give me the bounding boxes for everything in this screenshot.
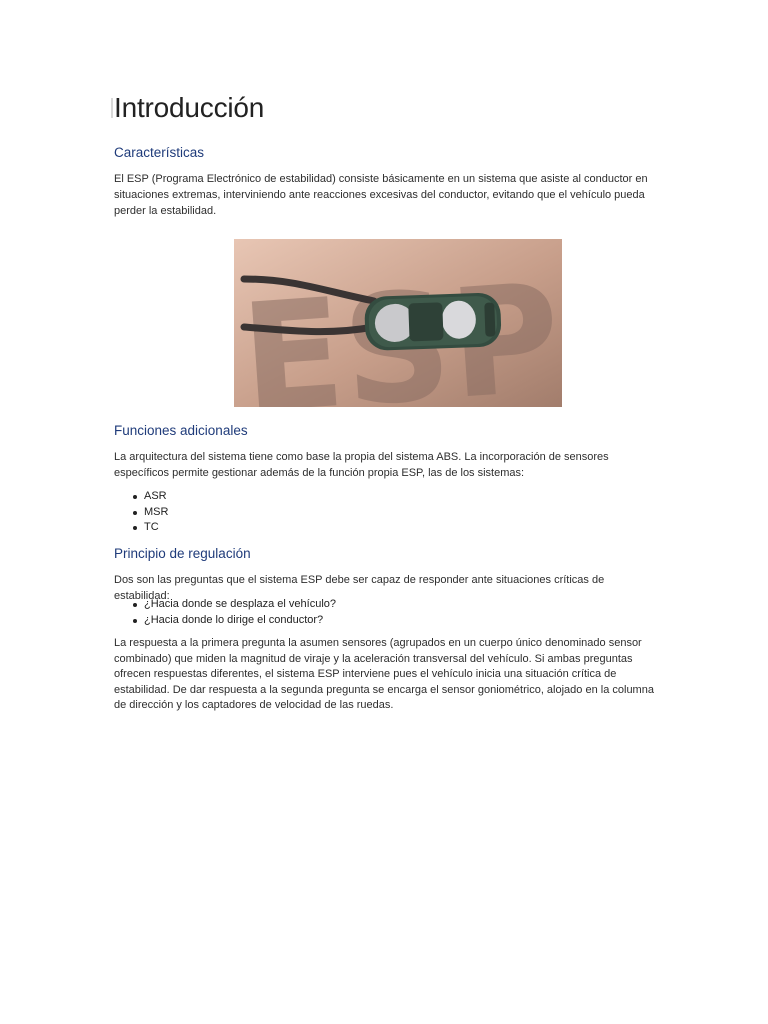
heading-caracteristicas: Características (114, 145, 205, 160)
esp-car-illustration (234, 239, 562, 407)
paragraph-caracteristicas: El ESP (Programa Electrónico de estabilidad) consiste básicamente en un sistema que asiste al conductor en situaciones extremas, interviniendo ante reacciones excesivas del conductor, evitando que el vehículo pueda perder la estabilidad. (114, 173, 648, 217)
paragraph-funciones: La arquitectura del sistema tiene como base la propia del sistema ABS. La incorporación de sensores específicos permite gestionar además de la función propia ESP, las de los sistemas: (114, 451, 609, 479)
list-principio (114, 597, 336, 628)
page-title: Introducción (114, 92, 265, 123)
list-item: TC (144, 520, 168, 536)
heading-principio: Principio de regulación (114, 546, 251, 561)
list-item: ¿Hacia donde lo dirige el conductor? (144, 613, 336, 629)
list-item: ¿Hacia donde se desplaza el vehículo? (144, 597, 336, 613)
list-funciones (114, 489, 168, 536)
heading-funciones: Funciones adicionales (114, 423, 248, 438)
esp-car-image (234, 239, 562, 407)
list-item: MSR (144, 505, 168, 521)
title-marker (111, 98, 113, 118)
list-item: ASR (144, 489, 168, 505)
paragraph-principio: Dos son las preguntas que el sistema ESP debe ser capaz de responder ante situaciones críticas de estabilidad: (114, 574, 605, 602)
paragraph-principio-respuesta: La respuesta a la primera pregunta la asumen sensores (agrupados en un cuerpo único denominado sensor combinado) que miden la magnitud de viraje y la aceleración transversal del vehículo. Si ambas preguntas ofrecen respuestas diferentes, el sistema ESP interviene pues el vehículo inicia una situación crítica de estabilidad. De dar respuesta a la segunda pregunta se encarga el sensor goniométrico, alojado en la columna de dirección y los captadores de velocidad de las ruedas. (114, 637, 654, 711)
